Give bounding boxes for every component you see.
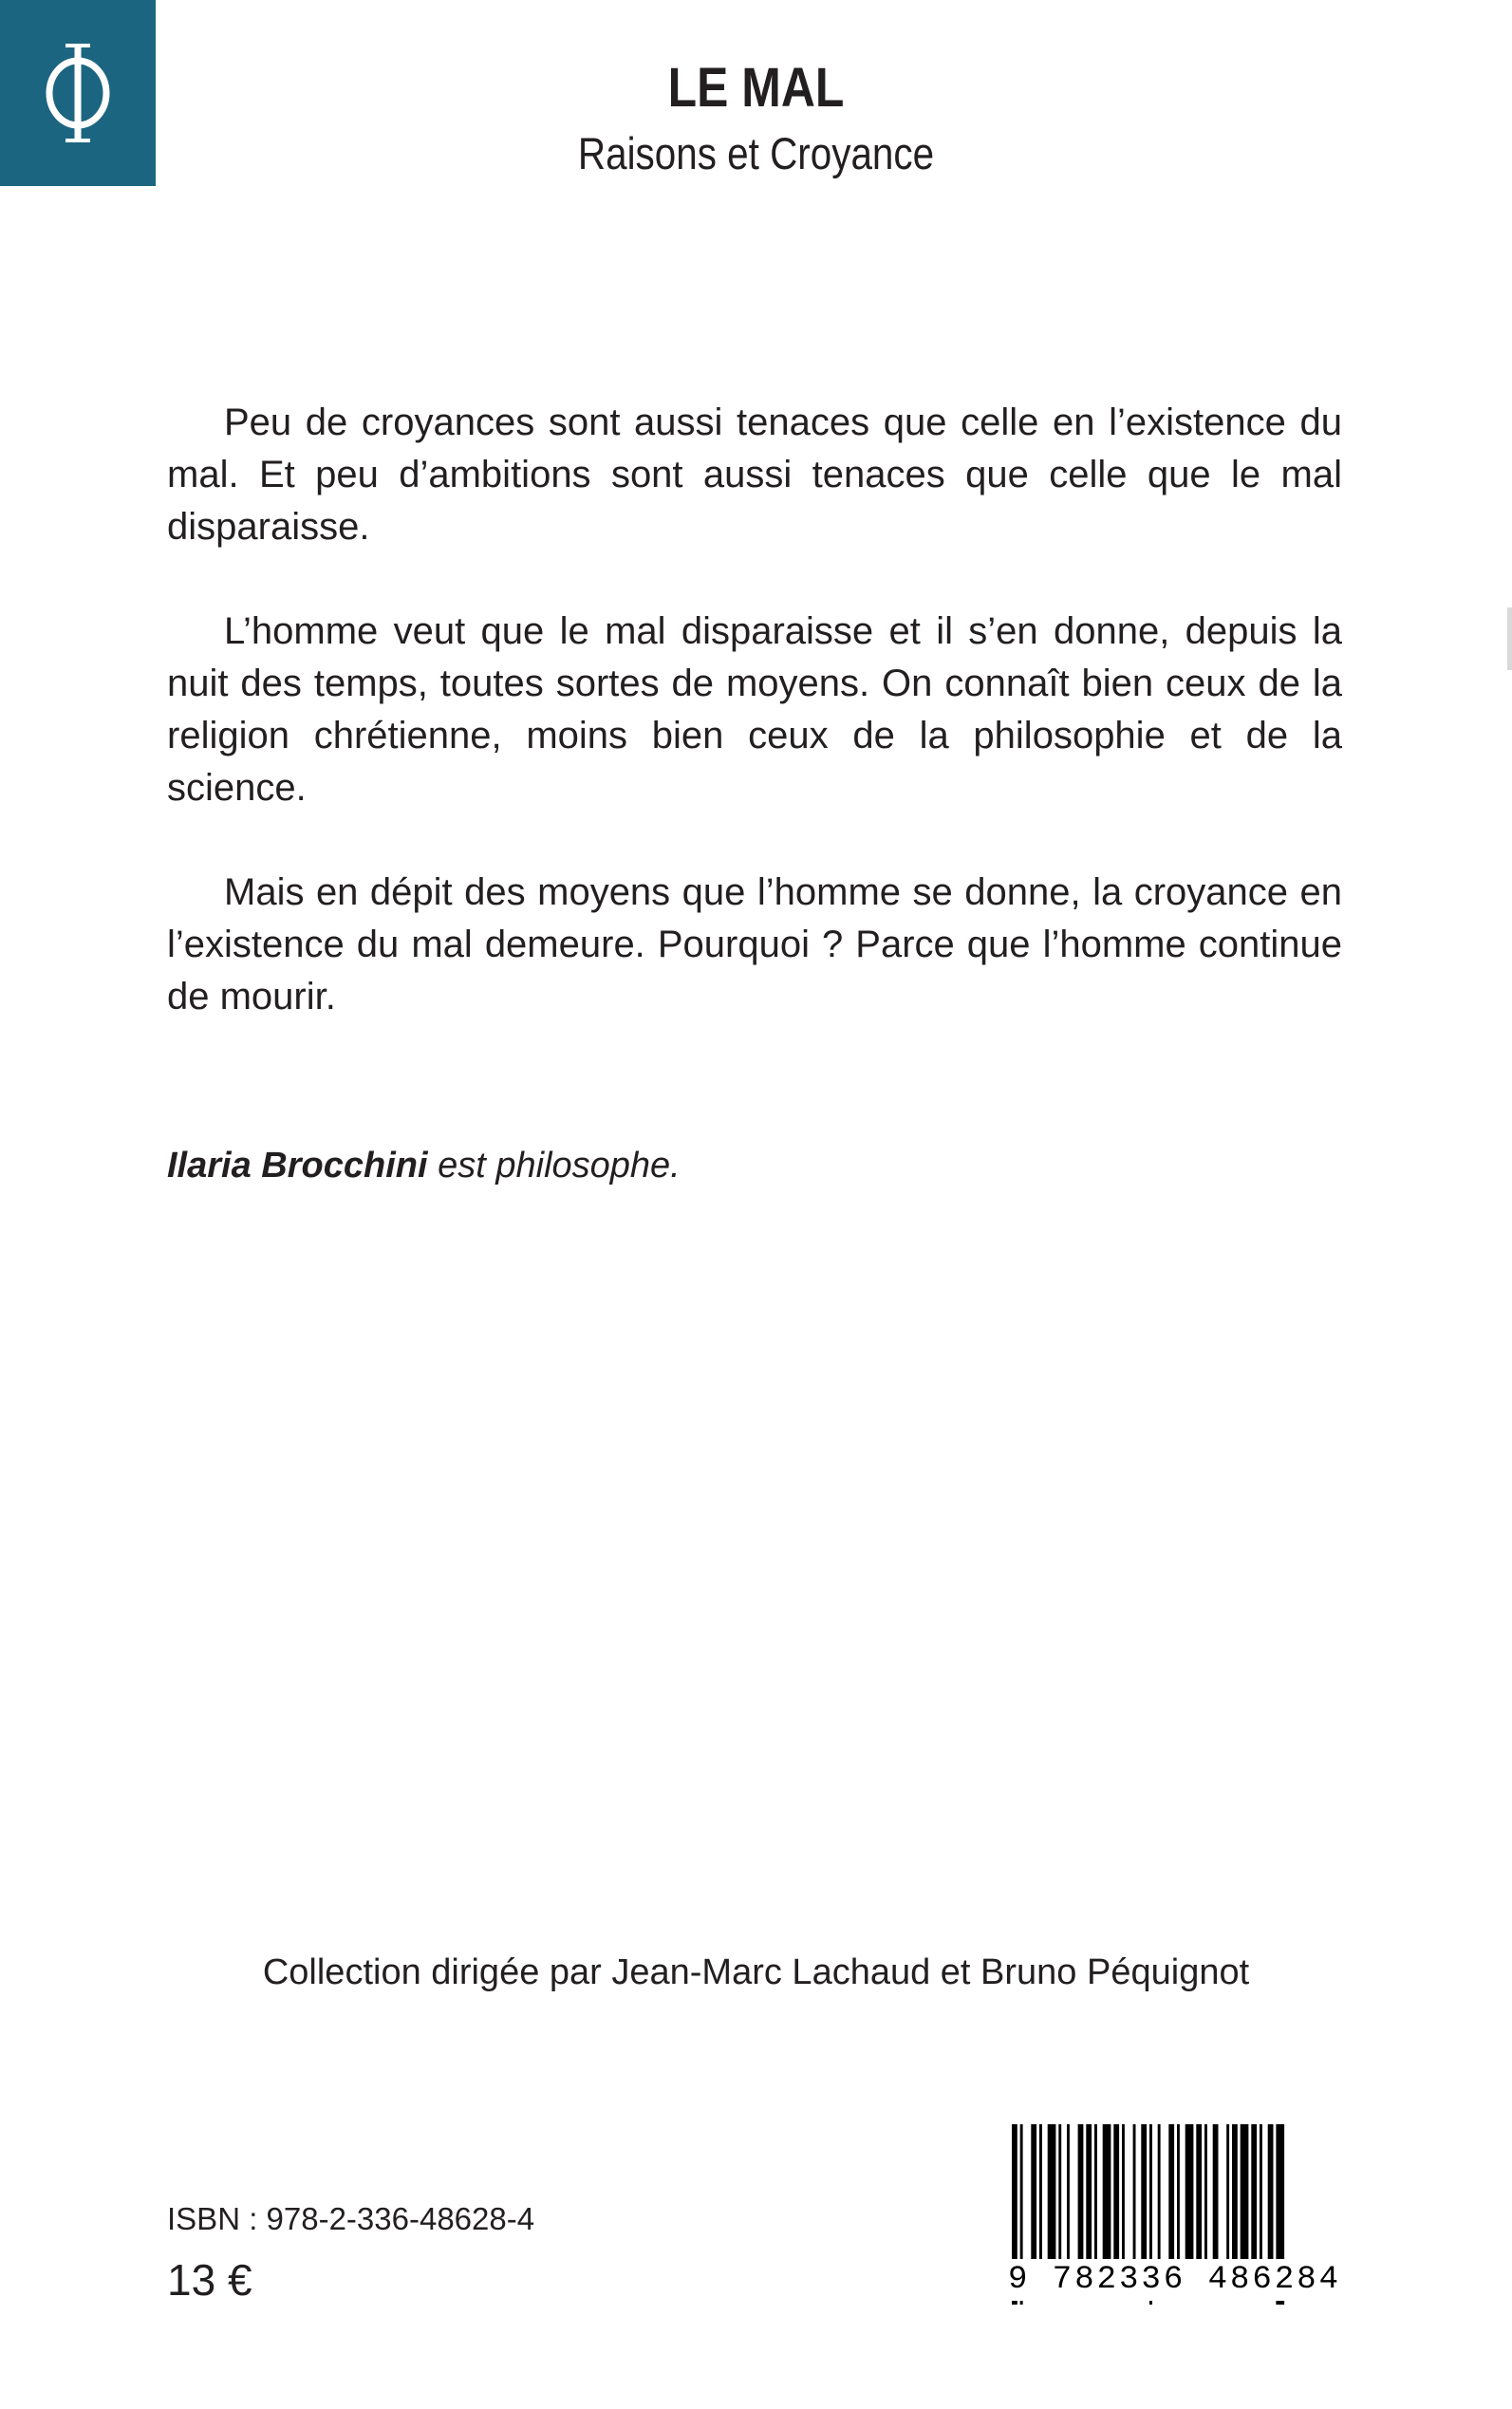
book-title: LE MAL [667, 57, 845, 119]
barcode-bar [1103, 2124, 1111, 2267]
barcode-bar [1177, 2124, 1180, 2267]
barcode-bar [1039, 2124, 1042, 2267]
barcode-bar [1067, 2124, 1070, 2267]
barcode-bar [1185, 2124, 1194, 2267]
barcode-bar [1078, 2124, 1084, 2267]
barcode-bar [1058, 2124, 1061, 2267]
barcode-bar [1158, 2124, 1161, 2267]
blurb-paragraph: L’homme veut que le mal disparaisse et il s’en donne, depuis la nuit des temps, toutes sortes de moyens. On connaît bien ceux de la religion chrétienne, moins bien ceux de la philosophie et de la science. [167, 610, 1342, 809]
barcode-bar [1196, 2124, 1202, 2267]
blurb-paragraph: Mais en dépit des moyens que l’homme se donne, la croyance en l’existence du mal demeure. Pourquoi ? Parce que l’homme continue de mourir. [167, 871, 1342, 1018]
isbn-label: ISBN : 978-2-336-48628-4 [167, 2201, 535, 2236]
barcode-bar [1268, 2124, 1274, 2267]
barcode-bar [1241, 2124, 1249, 2267]
barcode-bar [1133, 2124, 1136, 2267]
barcode-bar [1232, 2124, 1238, 2267]
price-label: 13 € [167, 2255, 252, 2305]
barcode-bar [1048, 2124, 1056, 2267]
barcode-bar [1168, 2124, 1174, 2267]
barcode-bar [1226, 2124, 1229, 2267]
header [0, 55, 1512, 182]
author-description: est philosophe. [427, 1146, 681, 1186]
barcode-bar [1122, 2124, 1125, 2267]
barcode-digits: 9 782336 486284 [1004, 2259, 1350, 2301]
barcode-bar [1094, 2124, 1097, 2267]
barcode-bar [1141, 2124, 1147, 2267]
edge-mark [1507, 607, 1512, 670]
collection-credit: Collection dirigée par Jean-Marc Lachaud et Bruno Péquignot [262, 1952, 1250, 1992]
book-subtitle: Raisons et Croyance [577, 128, 935, 178]
barcode-bar [1086, 2124, 1092, 2267]
barcode-bar [1213, 2124, 1219, 2267]
barcode-bar [1204, 2124, 1207, 2267]
author-name: Ilaria Brocchini [167, 1146, 428, 1186]
author-bio [167, 1137, 681, 1194]
barcode-bar [1031, 2124, 1036, 2267]
back-cover-blurb [167, 397, 1342, 1075]
barcode-bar [1260, 2124, 1262, 2267]
barcode-bar [1113, 2124, 1119, 2267]
barcode-bar [1251, 2124, 1257, 2267]
blurb-paragraph: Peu de croyances sont aussi tenaces que celle en l’existence du mal. Et peu d’ambitions sont aussi tenaces que celle que le mal disparaisse. [167, 402, 1342, 548]
